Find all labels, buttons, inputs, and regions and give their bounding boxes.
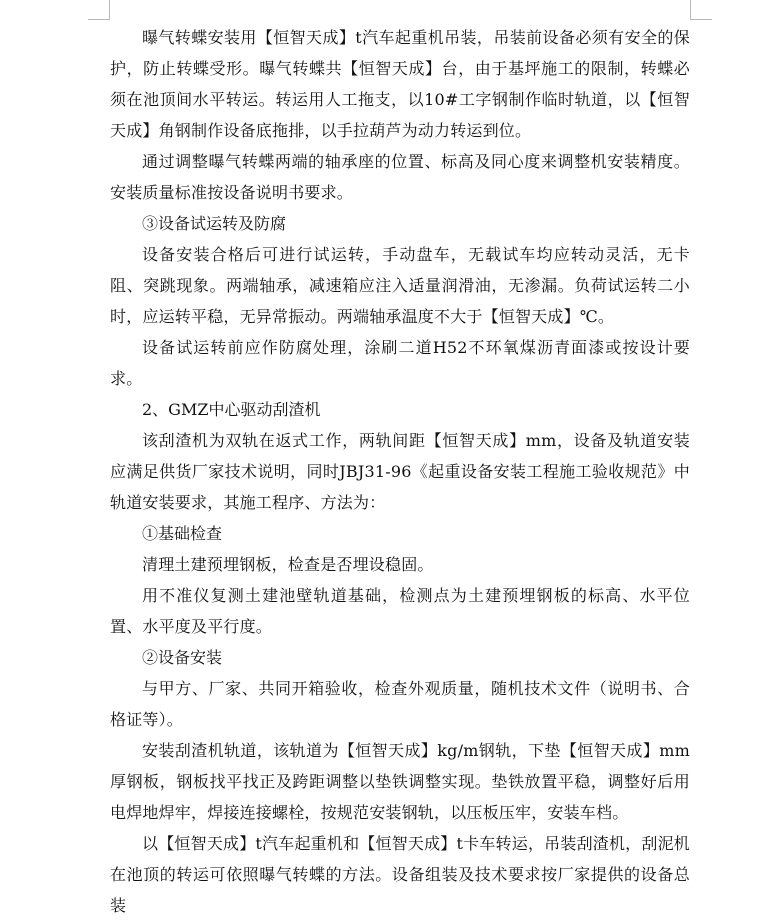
- paragraph-rail-install: 安装刮渣机轨道，该轨道为【恒智天成】kg/m钢轨，下垫【恒智天成】mm厚钢板，钢板找平找正及跨距调整以垫铁调整实现。垫铁放置平稳，调整好后用电焊地焊牢，焊接连接螺栓，按规范安装钢轨，以压板压牢，安装车档。: [110, 741, 690, 822]
- section-heading-foundation-check: ①基础检查: [142, 524, 223, 543]
- section-heading-scraper: 2、GMZ中心驱动刮渣机: [142, 400, 321, 419]
- paragraph-aerator-adjustment: 通过调整曝气转蝶两端的轴承座的位置、标高及同心度来调整机安装精度。安装质量标准按设备说明书要求。: [110, 152, 690, 202]
- margin-corner-mark-right: [690, 0, 712, 20]
- paragraph-inspection: 与甲方、厂家、共同开箱验收，检查外观质量，随机技术文件（说明书、合格证等）。: [110, 679, 690, 729]
- paragraph-survey: 用不准仪复测土建池壁轨道基础，检测点为土建预埋钢板的标高、水平位置、水平度及平行度。: [110, 586, 690, 636]
- paragraph-trial-run: 设备安装合格后可进行试运转，手动盘车，无载试车均应转动灵活，无卡阻、突跳现象。两端轴承，减速箱应注入适量润滑油，无渗漏。负荷试运转二小时，应运转平稳，无异常振动。两端轴承温度不大于【恒智天成】℃。: [110, 245, 690, 326]
- paragraph-scraper-overview: 该刮渣机为双轨在返式工作，两轨间距【恒智天成】mm，设备及轨道安装应满足供货厂家技术说明，同时JBJ31-96《起重设备安装工程施工验收规范》中轨道安装要求，其施工程序、方法为：: [110, 431, 690, 512]
- paragraph-anticorrosion: 设备试运转前应作防腐处理，涂刷二道H52不环氧煤沥青面漆或按设计要求。: [110, 338, 690, 388]
- paragraph-aerator-hoisting: 曝气转蝶安装用【恒智天成】t汽车起重机吊装，吊装前设备必须有安全的保护，防止转蝶受形。曝气转蝶共【恒智天成】台，由于基坪施工的限制，转蝶必须在池顶间水平转运。转运用人工拖支，以10#工字钢制作临时轨道，以【恒智天成】角钢制作设备底拖排，以手拉葫芦为动力转运到位。: [110, 28, 690, 140]
- section-heading-trial-run: ③设备试运转及防腐: [142, 214, 287, 233]
- margin-corner-mark-left: [88, 0, 110, 20]
- paragraph-clean-plates: 清理土建预埋钢板，检查是否埋设稳固。: [142, 555, 434, 574]
- section-heading-equipment-install: ②设备安装: [142, 648, 223, 667]
- paragraph-hoisting-scraper: 以【恒智天成】t汽车起重机和【恒智天成】t卡车转运，吊装刮渣机，刮泥机在池顶的转运可依照曝气转蝶的方法。设备组装及技术要求按厂家提供的设备总装: [110, 834, 690, 915]
- document-body: [110, 22, 690, 921]
